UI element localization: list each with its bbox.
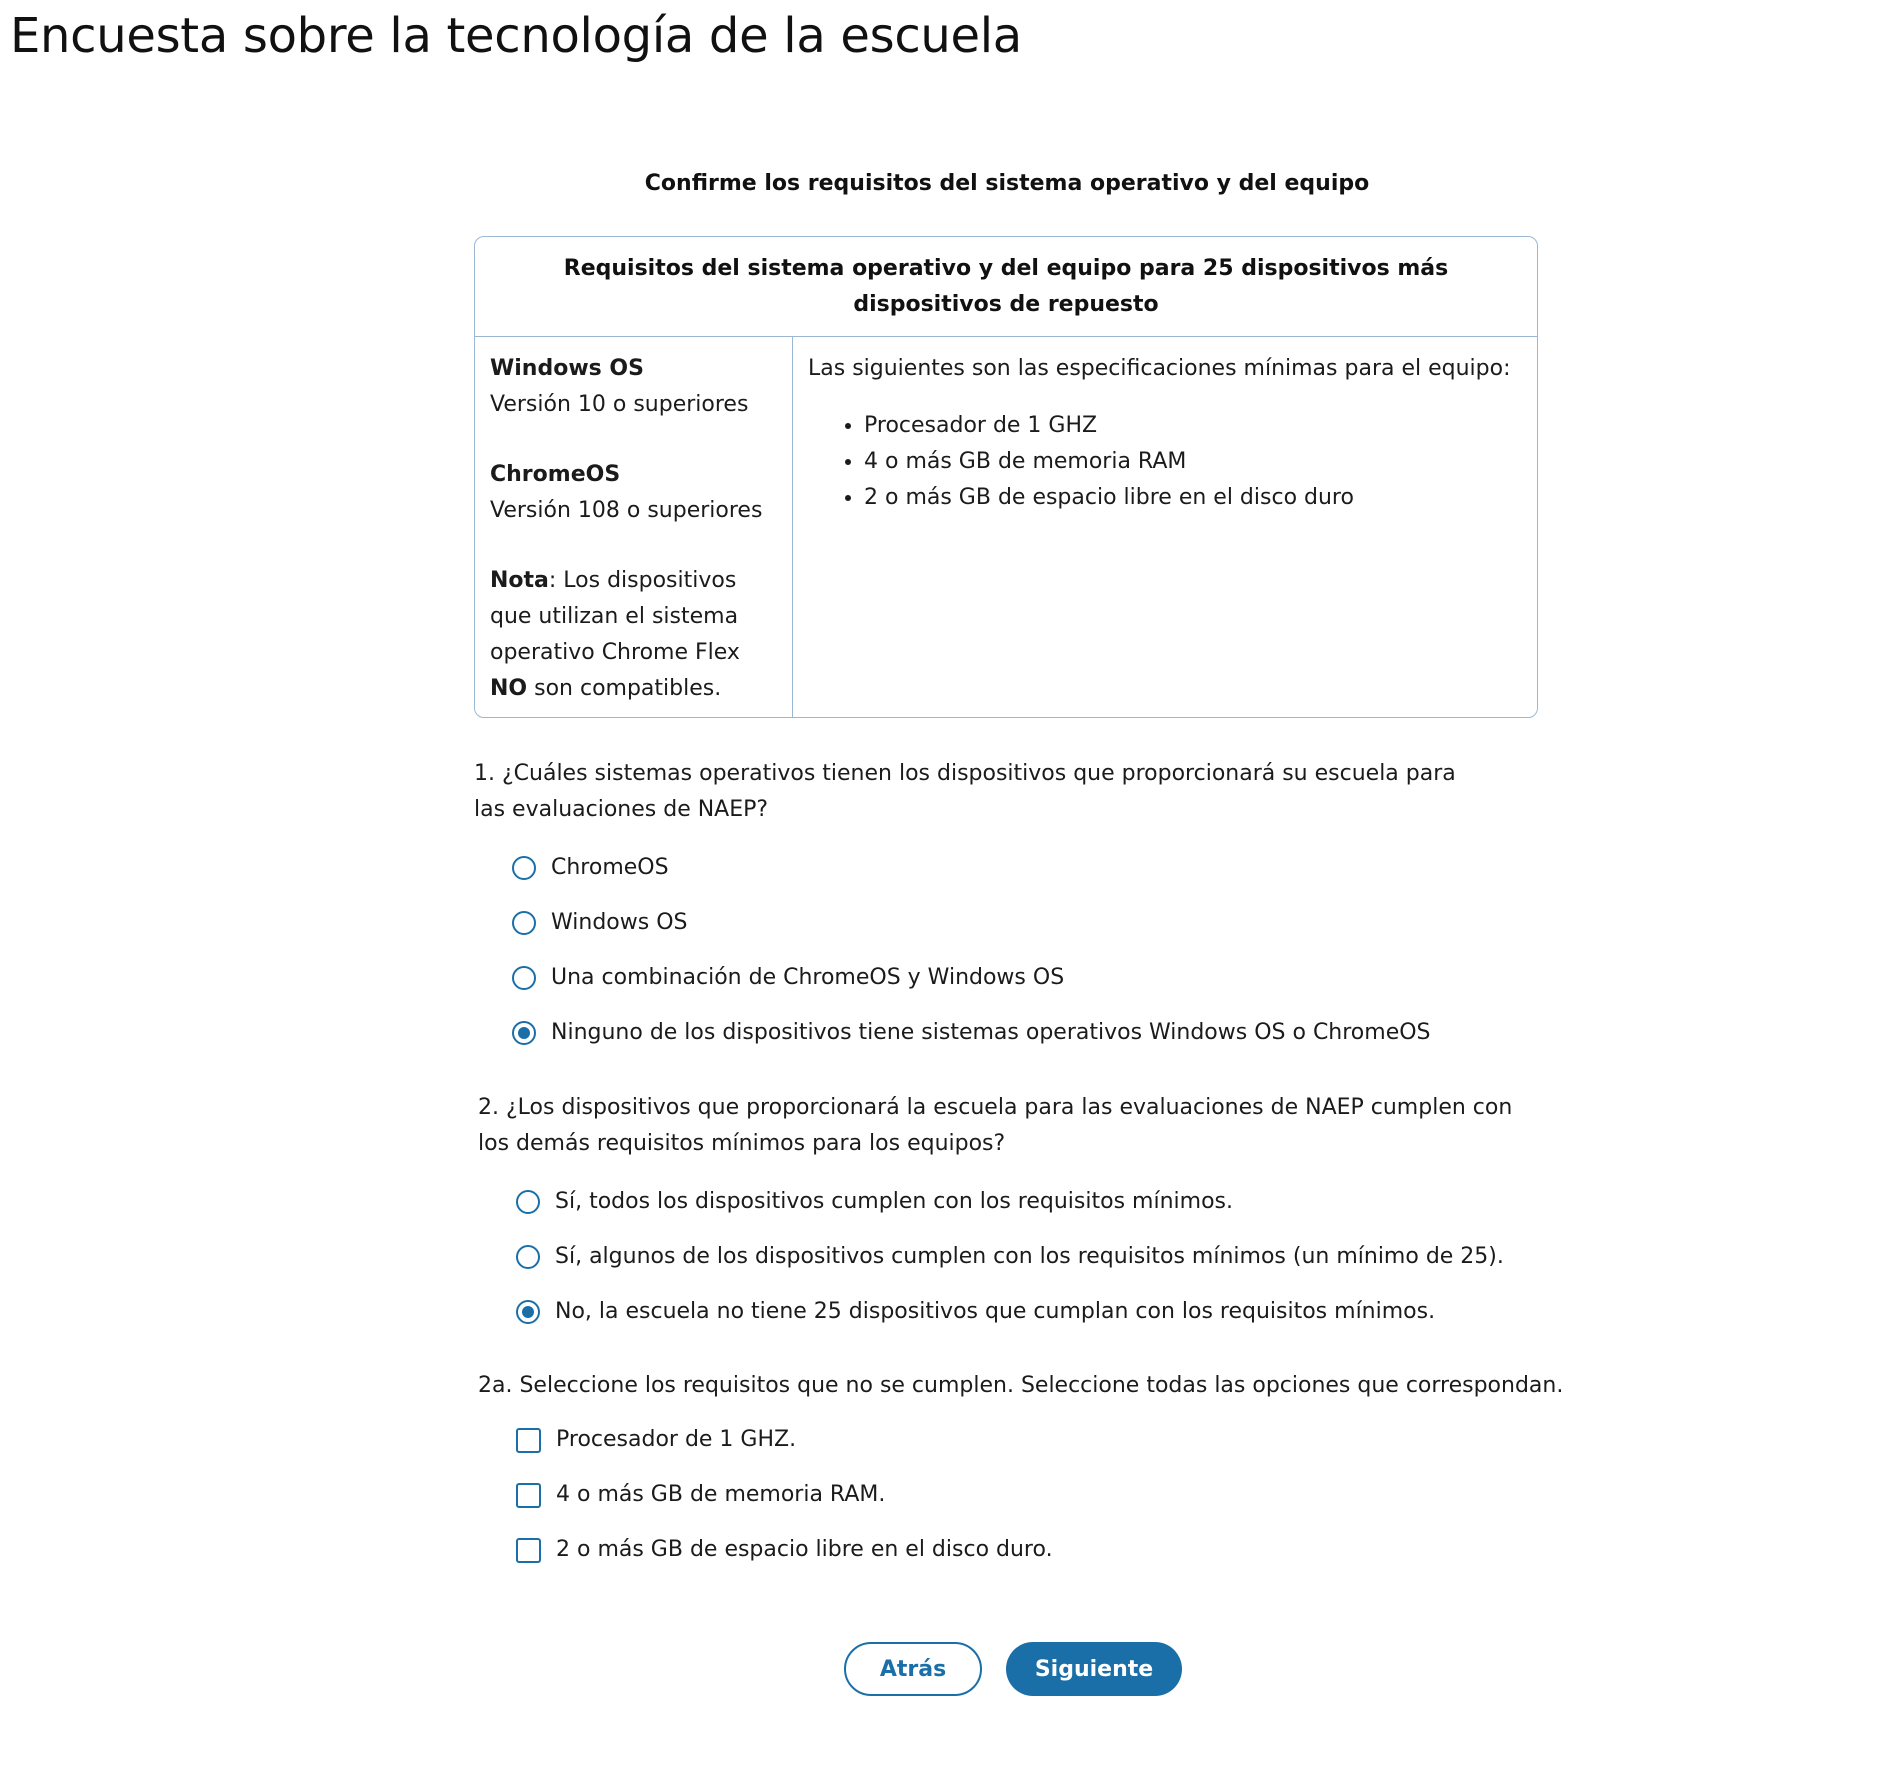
option-label: Sí, todos los dispositivos cumplen con los requisitos mínimos. (555, 1189, 1233, 1214)
q2-option-all[interactable] (516, 1187, 1233, 1217)
question-2a-text: 2a. Seleccione los requisitos que no se cumplen. Seleccione todas las opciones que correspondan. (478, 1373, 1564, 1398)
q1-option-combination[interactable] (512, 963, 1064, 993)
hardware-item: • 2 o más GB de espacio libre en el disco duro (864, 480, 1523, 516)
option-label: ChromeOS (551, 855, 669, 880)
hardware-requirements-cell (793, 337, 1537, 717)
radio-button-selected[interactable] (516, 1300, 540, 1324)
requirements-table (474, 236, 1538, 718)
q2a-option-processor[interactable] (516, 1425, 796, 1455)
option-label: Ninguno de los dispositivos tiene sistemas operativos Windows OS o ChromeOS (551, 1020, 1431, 1045)
os-note (490, 563, 780, 707)
note-label: Nota (490, 568, 549, 593)
radio-button[interactable] (516, 1245, 540, 1269)
option-label: Procesador de 1 GHZ. (556, 1427, 797, 1452)
page-title: Encuesta sobre la tecnología de la escuela (10, 8, 1022, 64)
option-label: 4 o más GB de memoria RAM. (556, 1482, 886, 1507)
os-version-windows: Versión 10 o superiores (490, 392, 749, 417)
os-name-windows: Windows OS (490, 356, 644, 381)
hardware-item: • 4 o más GB de memoria RAM (864, 444, 1523, 480)
os-name-chromeos: ChromeOS (490, 462, 621, 487)
note-text-before: : Los dispositivos que utilizan el sistema operativo Chrome Flex (490, 568, 740, 665)
q2a-option-disk[interactable] (516, 1535, 1053, 1565)
hardware-intro: Las siguientes son las especificaciones mínimas para el equipo: (808, 356, 1511, 381)
option-label: Windows OS (551, 910, 688, 935)
q1-option-windows[interactable] (512, 908, 687, 938)
q1-option-chromeos[interactable] (512, 853, 669, 883)
back-button[interactable]: Atrás (844, 1642, 982, 1696)
radio-selected-dot (518, 1027, 530, 1039)
checkbox[interactable] (516, 1483, 541, 1508)
question-1-text: 1. ¿Cuáles sistemas operativos tienen los dispositivos que proporcionará su escuela para las evaluaciones de NAEP? (474, 761, 1456, 822)
radio-button[interactable] (512, 856, 536, 880)
next-button[interactable]: Siguiente (1006, 1642, 1182, 1696)
note-text-after: son compatibles. (527, 676, 722, 701)
note-emphasis: NO (490, 676, 528, 701)
os-requirements-cell (475, 337, 793, 717)
option-label: 2 o más GB de espacio libre en el disco duro. (556, 1537, 1053, 1562)
option-label: No, la escuela no tiene 25 dispositivos que cumplan con los requisitos mínimos. (555, 1299, 1436, 1324)
os-version-chromeos: Versión 108 o superiores (490, 498, 763, 523)
radio-button[interactable] (512, 966, 536, 990)
q2-option-some[interactable] (516, 1242, 1504, 1272)
radio-selected-dot (522, 1306, 534, 1318)
requirements-table-header: Requisitos del sistema operativo y del equipo para 25 dispositivos más dispositivos de repuesto (475, 237, 1537, 337)
q2a-option-ram[interactable] (516, 1480, 885, 1510)
radio-button[interactable] (512, 911, 536, 935)
checkbox[interactable] (516, 1428, 541, 1453)
question-2-text: 2. ¿Los dispositivos que proporcionará la escuela para las evaluaciones de NAEP cumplen con los demás requisitos mínimos para los equipos? (478, 1095, 1513, 1156)
radio-button[interactable] (516, 1190, 540, 1214)
hardware-list (808, 408, 1523, 516)
option-label: Sí, algunos de los dispositivos cumplen con los requisitos mínimos (un mínimo de 25). (555, 1244, 1504, 1269)
option-label: Una combinación de ChromeOS y Windows OS (551, 965, 1065, 990)
section-heading: Confirme los requisitos del sistema operativo y del equipo (644, 171, 1370, 196)
q1-option-none[interactable] (512, 1018, 1431, 1048)
hardware-item: • Procesador de 1 GHZ (864, 408, 1523, 444)
radio-button-selected[interactable] (512, 1021, 536, 1045)
checkbox[interactable] (516, 1538, 541, 1563)
q2-option-no[interactable] (516, 1297, 1435, 1327)
